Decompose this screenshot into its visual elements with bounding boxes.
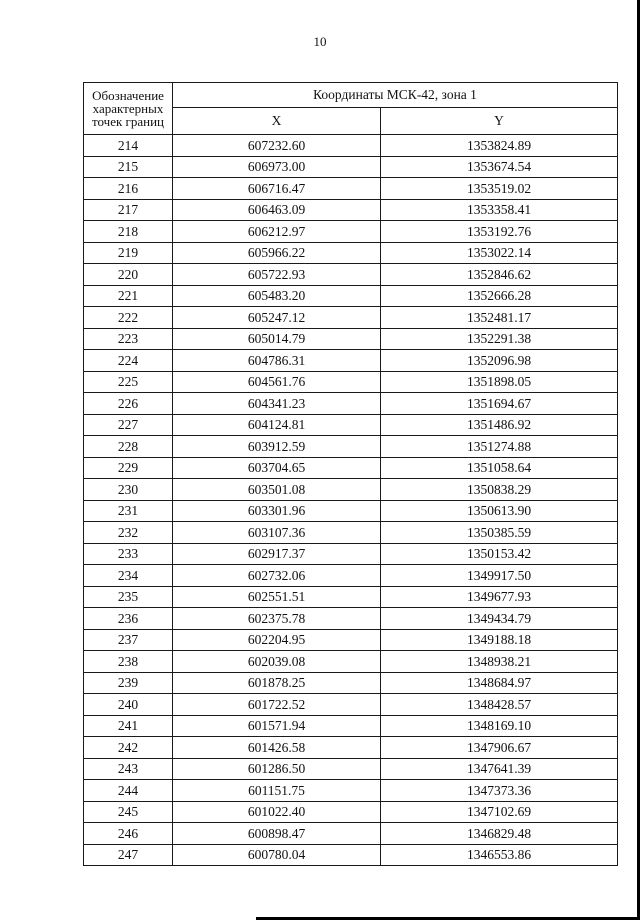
- x-cell: 601722.52: [173, 694, 381, 716]
- point-cell: 241: [84, 715, 173, 737]
- table-row: [84, 565, 618, 587]
- x-cell: 605247.12: [173, 307, 381, 329]
- y-cell: 1352481.17: [381, 307, 618, 329]
- x-cell: 603301.96: [173, 500, 381, 522]
- x-cell: 604341.23: [173, 393, 381, 415]
- point-cell: 245: [84, 801, 173, 823]
- x-cell: 602375.78: [173, 608, 381, 630]
- point-cell: 226: [84, 393, 173, 415]
- y-cell: 1350153.42: [381, 543, 618, 565]
- point-cell: 237: [84, 629, 173, 651]
- point-cell: 234: [84, 565, 173, 587]
- point-cell: 216: [84, 178, 173, 200]
- point-cell: 230: [84, 479, 173, 501]
- y-cell: 1349188.18: [381, 629, 618, 651]
- y-cell: 1350838.29: [381, 479, 618, 501]
- table-row: [84, 844, 618, 866]
- y-cell: 1350385.59: [381, 522, 618, 544]
- table-row: [84, 307, 618, 329]
- y-cell: 1351694.67: [381, 393, 618, 415]
- y-cell: 1353022.14: [381, 242, 618, 264]
- point-cell: 222: [84, 307, 173, 329]
- table-row: [84, 371, 618, 393]
- y-cell: 1353192.76: [381, 221, 618, 243]
- point-cell: 244: [84, 780, 173, 802]
- table-row: [84, 500, 618, 522]
- y-cell: 1348428.57: [381, 694, 618, 716]
- point-cell: 221: [84, 285, 173, 307]
- y-cell: 1349434.79: [381, 608, 618, 630]
- point-cell: 243: [84, 758, 173, 780]
- coords-system-header: Координаты МСК-42, зона 1: [173, 83, 618, 108]
- y-cell: 1348684.97: [381, 672, 618, 694]
- x-cell: 602917.37: [173, 543, 381, 565]
- x-cell: 605483.20: [173, 285, 381, 307]
- point-cell: 219: [84, 242, 173, 264]
- x-cell: 602551.51: [173, 586, 381, 608]
- point-cell: 239: [84, 672, 173, 694]
- x-cell: 605722.93: [173, 264, 381, 286]
- table-row: [84, 393, 618, 415]
- x-cell: 601878.25: [173, 672, 381, 694]
- point-cell: 246: [84, 823, 173, 845]
- x-cell: 603501.08: [173, 479, 381, 501]
- x-cell: 606212.97: [173, 221, 381, 243]
- x-cell: 602732.06: [173, 565, 381, 587]
- table-row: [84, 737, 618, 759]
- y-cell: 1346553.86: [381, 844, 618, 866]
- table-row: [84, 156, 618, 178]
- y-cell: 1351898.05: [381, 371, 618, 393]
- y-cell: 1347102.69: [381, 801, 618, 823]
- y-cell: 1351486.92: [381, 414, 618, 436]
- y-cell: 1352846.62: [381, 264, 618, 286]
- coordinates-table: [83, 82, 618, 866]
- table-row: [84, 608, 618, 630]
- point-cell: 223: [84, 328, 173, 350]
- x-cell: 602204.95: [173, 629, 381, 651]
- point-cell: 232: [84, 522, 173, 544]
- table-row: [84, 801, 618, 823]
- point-cell: 220: [84, 264, 173, 286]
- y-cell: 1353674.54: [381, 156, 618, 178]
- y-cell: 1351274.88: [381, 436, 618, 458]
- y-cell: 1352666.28: [381, 285, 618, 307]
- x-cell: 604561.76: [173, 371, 381, 393]
- x-cell: 601426.58: [173, 737, 381, 759]
- x-cell: 601571.94: [173, 715, 381, 737]
- point-cell: 218: [84, 221, 173, 243]
- y-cell: 1348938.21: [381, 651, 618, 673]
- table-row: [84, 479, 618, 501]
- table-row: [84, 328, 618, 350]
- y-cell: 1351058.64: [381, 457, 618, 479]
- y-cell: 1352291.38: [381, 328, 618, 350]
- y-cell: 1349917.50: [381, 565, 618, 587]
- x-cell: 603107.36: [173, 522, 381, 544]
- table-row: [84, 221, 618, 243]
- x-cell: 601286.50: [173, 758, 381, 780]
- y-cell: 1353519.02: [381, 178, 618, 200]
- y-cell: 1353358.41: [381, 199, 618, 221]
- x-cell: 607232.60: [173, 135, 381, 157]
- x-cell: 600780.04: [173, 844, 381, 866]
- y-column-header: Y: [381, 108, 618, 135]
- table-row: [84, 414, 618, 436]
- point-cell: 215: [84, 156, 173, 178]
- table-header-row: [84, 83, 618, 108]
- point-cell: 236: [84, 608, 173, 630]
- x-cell: 601022.40: [173, 801, 381, 823]
- x-cell: 603912.59: [173, 436, 381, 458]
- point-cell: 228: [84, 436, 173, 458]
- table-row: [84, 436, 618, 458]
- y-cell: 1347906.67: [381, 737, 618, 759]
- x-cell: 603704.65: [173, 457, 381, 479]
- y-cell: 1347641.39: [381, 758, 618, 780]
- table-row: [84, 199, 618, 221]
- x-cell: 606463.09: [173, 199, 381, 221]
- table-row: [84, 694, 618, 716]
- point-cell: 247: [84, 844, 173, 866]
- table-row: [84, 758, 618, 780]
- coordinates-table-body: [84, 83, 618, 866]
- x-cell: 604786.31: [173, 350, 381, 372]
- table-row: [84, 350, 618, 372]
- x-cell: 604124.81: [173, 414, 381, 436]
- table-row: [84, 264, 618, 286]
- point-cell: 214: [84, 135, 173, 157]
- y-cell: 1346829.48: [381, 823, 618, 845]
- point-cell: 233: [84, 543, 173, 565]
- point-cell: 242: [84, 737, 173, 759]
- table-row: [84, 135, 618, 157]
- table-row: [84, 457, 618, 479]
- x-column-header: X: [173, 108, 381, 135]
- y-cell: 1350613.90: [381, 500, 618, 522]
- table-row: [84, 672, 618, 694]
- y-cell: 1352096.98: [381, 350, 618, 372]
- x-cell: 601151.75: [173, 780, 381, 802]
- point-cell: 217: [84, 199, 173, 221]
- point-cell: 224: [84, 350, 173, 372]
- point-cell: 227: [84, 414, 173, 436]
- y-cell: 1347373.36: [381, 780, 618, 802]
- table-row: [84, 543, 618, 565]
- x-cell: 602039.08: [173, 651, 381, 673]
- y-cell: 1348169.10: [381, 715, 618, 737]
- point-cell: 240: [84, 694, 173, 716]
- x-cell: 600898.47: [173, 823, 381, 845]
- point-column-header: Обозначение характерных точек границ: [84, 83, 173, 135]
- x-cell: 606973.00: [173, 156, 381, 178]
- table-row: [84, 522, 618, 544]
- x-cell: 605966.22: [173, 242, 381, 264]
- table-row: [84, 586, 618, 608]
- y-cell: 1349677.93: [381, 586, 618, 608]
- table-row: [84, 629, 618, 651]
- table-row: [84, 242, 618, 264]
- y-cell: 1353824.89: [381, 135, 618, 157]
- point-cell: 229: [84, 457, 173, 479]
- x-cell: 605014.79: [173, 328, 381, 350]
- point-cell: 238: [84, 651, 173, 673]
- point-cell: 225: [84, 371, 173, 393]
- page-number: 10: [313, 34, 327, 49]
- table-row: [84, 285, 618, 307]
- table-row: [84, 823, 618, 845]
- table-row: [84, 651, 618, 673]
- table-row: [84, 178, 618, 200]
- table-row: [84, 780, 618, 802]
- table-row: [84, 715, 618, 737]
- x-cell: 606716.47: [173, 178, 381, 200]
- point-cell: 231: [84, 500, 173, 522]
- point-cell: 235: [84, 586, 173, 608]
